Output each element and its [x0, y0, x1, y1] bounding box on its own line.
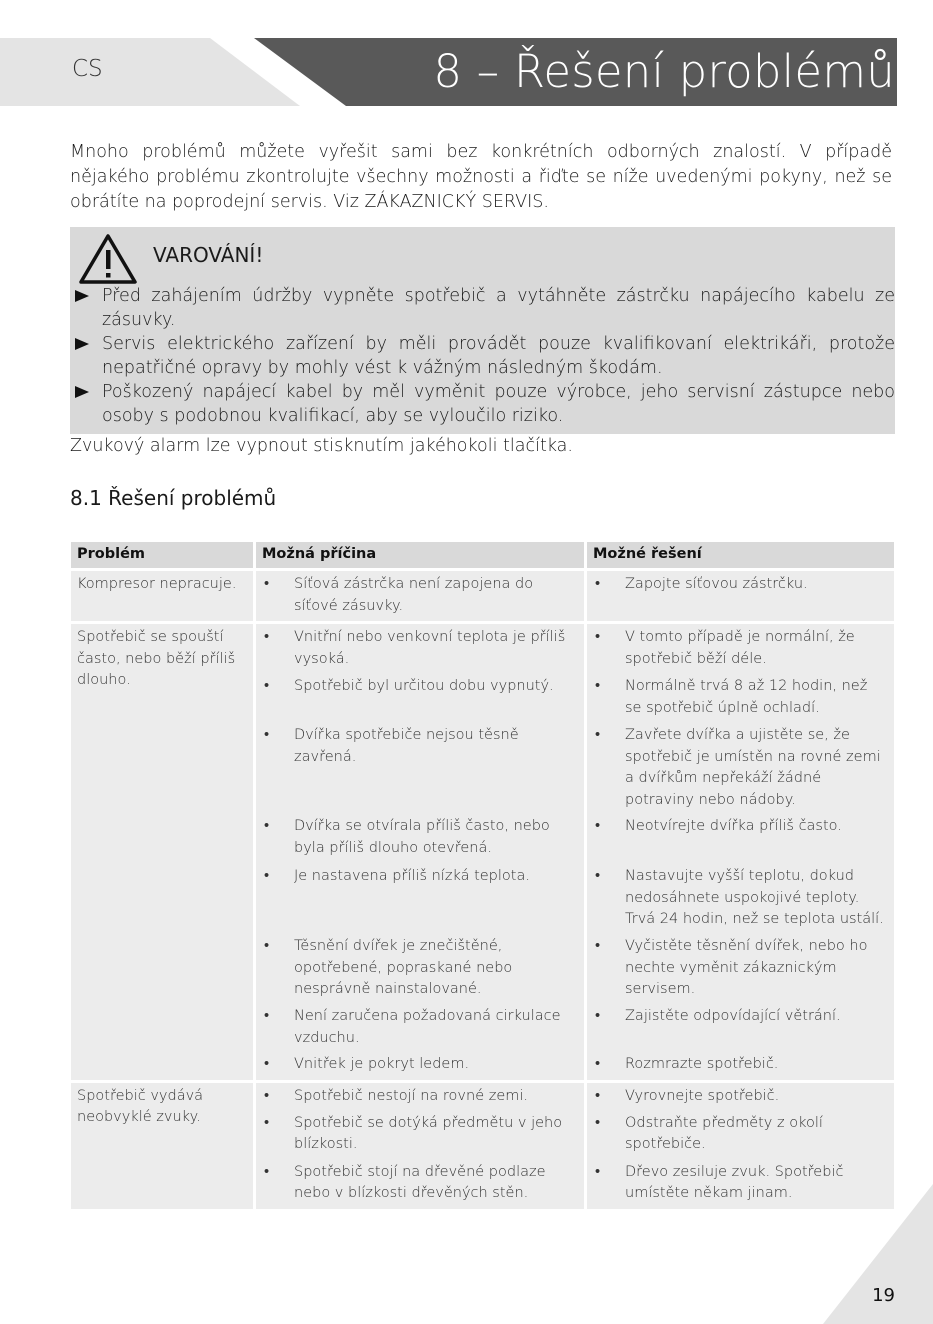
warning-box	[70, 227, 895, 434]
language-tab	[0, 38, 300, 106]
arrow-right-icon	[75, 338, 89, 350]
problem-cell: Spotřebič vydává neobvyklé zvuky.	[71, 1080, 256, 1209]
warning-triangle-icon	[78, 233, 138, 285]
section-title: 8.1 Řešení problémů	[70, 486, 277, 510]
cause-item: • Dvířka spotřebiče nejsou těsně zavřená.	[262, 725, 578, 816]
cause-item: • Těsnění dvířek je znečištěné, opotřebené, popraskané nebo nesprávně nainstalované.	[262, 936, 578, 1006]
cause-item: • Spotřebič byl určitou dobu vypnutý.	[262, 676, 578, 725]
cause-item: • Vnitřní nebo venkovní teplota je příliš vysoká.	[262, 627, 578, 676]
cause-item: • Síťová zástrčka není zapojena do síťové zásuvky.	[262, 574, 578, 617]
table-row	[71, 1080, 894, 1209]
header-cause: Možná příčina	[256, 542, 587, 568]
language-code: CS	[72, 56, 103, 82]
solution-item: • Normálně trvá 8 až 12 hodin, než se spotřebič úplně ochladí.	[593, 676, 888, 725]
warning-item: Poškozený napájecí kabel by měl vyměnit pouze výrobce, jeho servisní zástupce nebo osoby s podobnou kvalifikací, aby se vyloučilo riziko.	[70, 380, 895, 428]
warning-item: Před zahájením údržby vypněte spotřebič a vytáhněte zástrčku napájecího kabelu ze zásuvky.	[70, 284, 895, 332]
arrow-right-icon	[75, 290, 89, 302]
cause-cell	[256, 568, 587, 621]
arrow-right-icon	[75, 386, 89, 398]
alarm-note: Zvukový alarm lze vypnout stisknutím jakéhokoli tlačítka.	[70, 436, 573, 456]
header-problem: Problém	[71, 542, 256, 568]
table-row	[71, 621, 894, 1080]
solution-item: • Nastavujte vyšší teplotu, dokud nedosáhnete uspokojivé teploty. Trvá 24 hodin, než se teplota ustálí.	[593, 866, 888, 936]
solution-cell	[587, 1080, 894, 1209]
solution-item: • Zavřete dvířka a ujistěte se, že spotřebič je umístěn na rovné zemi a dvířkům nepřekáží žádné potraviny nebo nádoby.	[593, 725, 888, 816]
solution-item: • Rozmrazte spotřebič.	[593, 1054, 888, 1076]
solution-item: • Zapojte síťovou zástrčku.	[593, 574, 888, 596]
warning-title: VAROVÁNÍ!	[153, 243, 264, 267]
problem-cell: Kompresor nepracuje.	[71, 568, 256, 621]
table-header-row	[71, 542, 894, 568]
solution-item: • Vyčistěte těsnění dvířek, nebo ho nechte vyměnit zákaznickým servisem.	[593, 936, 888, 1006]
cause-item: • Je nastavena příliš nízká teplota.	[262, 866, 578, 936]
cause-item: • Dvířka se otvírala příliš často, nebo byla příliš dlouho otevřená.	[262, 816, 578, 866]
intro-paragraph: Mnoho problémů můžete vyřešit sami bez konkrétních odborných znalostí. V případě nějakého problému zkontrolujte všechny možnosti a řiďte se níže uvedenými pokyny, než se obrátíte na poprodejní servis. Viz ZÁKAZNICKÝ SERVIS.	[70, 142, 892, 212]
solution-cell	[587, 621, 894, 1080]
warning-item: Servis elektrického zařízení by měli provádět pouze kvalifikovaní elektrikáři, protože nepatřičné opravy by mohly vést k vážným následným škodám.	[70, 332, 895, 380]
cause-item: • Spotřebič stojí na dřevěné podlaze nebo v blízkosti dřevěných stěn.	[262, 1162, 578, 1205]
cause-cell	[256, 1080, 587, 1209]
solution-item: • V tomto případě je normální, že spotřebič běží déle.	[593, 627, 888, 676]
cause-item: • Není zaručena požadovaná cirkulace vzduchu.	[262, 1006, 578, 1054]
cause-item: • Spotřebič se dotýká předmětu v jeho blízkosti.	[262, 1113, 578, 1162]
solution-item: • Zajistěte odpovídající větrání.	[593, 1006, 888, 1054]
problem-cell: Spotřebič se spouští často, nebo běží příliš dlouho.	[71, 621, 256, 1080]
cause-item: • Spotřebič nestojí na rovné zemi.	[262, 1086, 578, 1113]
troubleshooting-table	[71, 542, 894, 1209]
cause-cell	[256, 621, 587, 1080]
solution-item: • Dřevo zesiluje zvuk. Spotřebič umístěte někam jinam.	[593, 1162, 888, 1205]
page-number: 19	[872, 1285, 895, 1306]
cause-item: • Vnitřek je pokryt ledem.	[262, 1054, 578, 1076]
table-row	[71, 568, 894, 621]
header-solution: Možné řešení	[587, 542, 894, 568]
solution-item: • Vyrovnejte spotřebič.	[593, 1086, 888, 1113]
warning-list	[70, 284, 895, 428]
chapter-title: 8 – Řešení problémů	[433, 45, 895, 98]
solution-item: • Neotvírejte dvířka příliš často.	[593, 816, 888, 866]
solution-item: • Odstraňte předměty z okolí spotřebiče.	[593, 1113, 888, 1162]
solution-cell	[587, 568, 894, 621]
